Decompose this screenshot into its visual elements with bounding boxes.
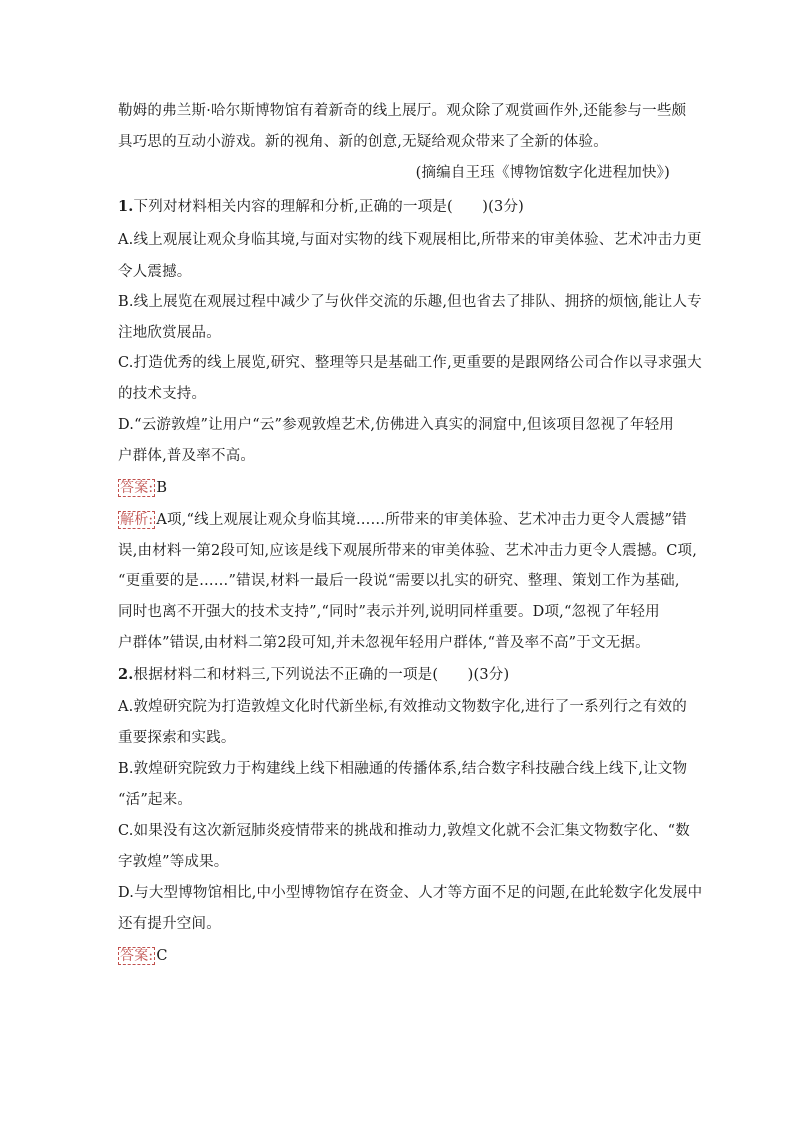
q1-option-a-line-1: A.线上观展让观众身临其境,与面对实物的线下观展相比,所带来的审美体验、艺术冲击力更 (118, 232, 702, 248)
q2-answer (118, 946, 168, 966)
q2-option-a-line-1: A.敦煌研究院为打造敦煌文化时代新坐标,有效推动文物数字化,进行了一系列行之有效的 (118, 699, 687, 715)
analysis-text: A项,“线上观展让观众身临其境……所带来的审美体验、艺术冲击力更令人震撼”错 (156, 512, 687, 528)
answer-label: 答案: (120, 480, 154, 496)
q2-option-d-line-2: 还有提升空间。 (118, 916, 221, 932)
answer-label: 答案: (120, 948, 154, 964)
q1-analysis-line-4: 同时也离不开强大的技术支持”,“同时”表示并列,说明同样重要。D项,“忽视了年轻用 (118, 604, 660, 620)
question-1-stem (118, 197, 524, 217)
q1-option-a-line-2: 令人震撼。 (118, 264, 192, 280)
q1-option-c-line-1: C.打造优秀的线上展览,研究、整理等只是基础工作,更重要的是跟网络公司合作以寻求强大 (118, 355, 702, 371)
q1-analysis-line-2: 误,由材料一第2段可知,应该是线下观展所带来的审美体验、艺术冲击力更令人震撼。C项, (118, 543, 698, 559)
q1-analysis-line-3: “更重要的是……”错误,材料一最后一段说“需要以扎实的研究、整理、策划工作为基础, (118, 573, 680, 589)
question-2-stem (118, 665, 509, 685)
source-citation: (摘编自王珏《博物馆数字化进程加快》) (415, 165, 670, 181)
q2-option-b-line-2: “活”起来。 (118, 792, 193, 808)
q1-option-d-line-2: 户群体,普及率不高。 (118, 448, 256, 464)
answer-value: C (156, 948, 168, 964)
answer-value: B (156, 480, 168, 496)
q2-option-b-line-1: B.敦煌研究院致力于构建线上线下相融通的传播体系,结合数字科技融合线上线下,让文物 (118, 761, 688, 777)
question-1-text: 下列对材料相关内容的理解和分析,正确的一项是( )(3分) (133, 199, 525, 215)
q2-option-c-line-2: 字敦煌”等成果。 (118, 854, 229, 870)
question-1-number: 1. (118, 198, 134, 215)
q1-analysis-line-1 (118, 510, 687, 530)
intro-line-2: 具巧思的互动小游戏。新的视角、新的创意,无疑给观众带来了全新的体验。 (118, 134, 608, 150)
q1-option-c-line-2: 的技术支持。 (118, 386, 207, 402)
q1-option-b-line-2: 注地欣赏展品。 (118, 325, 221, 341)
q2-option-c-line-1: C.如果没有这次新冠肺炎疫情带来的挑战和推动力,敦煌文化就不会汇集文物数字化、“数 (118, 823, 690, 839)
question-2-text: 根据材料二和材料三,下列说法不正确的一项是( )(3分) (133, 667, 510, 683)
analysis-label: 解析: (120, 512, 154, 528)
q1-option-d-line-1: D.“云游敦煌”让用户“云”参观敦煌艺术,仿佛进入真实的洞窟中,但该项目忽视了年轻用 (118, 417, 674, 433)
q1-option-b-line-1: B.线上展览在观展过程中减少了与伙伴交流的乐趣,但也省去了排队、拥挤的烦恼,能让人专 (118, 294, 702, 310)
intro-line-1: 勒姆的弗兰斯·哈尔斯博物馆有着新奇的线上展厅。观众除了观赏画作外,还能参与一些颇 (118, 103, 687, 119)
question-2-number: 2. (118, 666, 134, 683)
q2-option-a-line-2: 重要探索和实践。 (118, 730, 236, 746)
q1-answer (118, 478, 167, 498)
q2-option-d-line-1: D.与大型博物馆相比,中小型博物馆存在资金、人才等方面不足的问题,在此轮数字化发展中 (118, 885, 703, 901)
q1-analysis-line-5: 户群体”错误,由材料二第2段可知,并未忽视年轻用户群体,“普及率不高”于文无据。 (118, 635, 650, 651)
